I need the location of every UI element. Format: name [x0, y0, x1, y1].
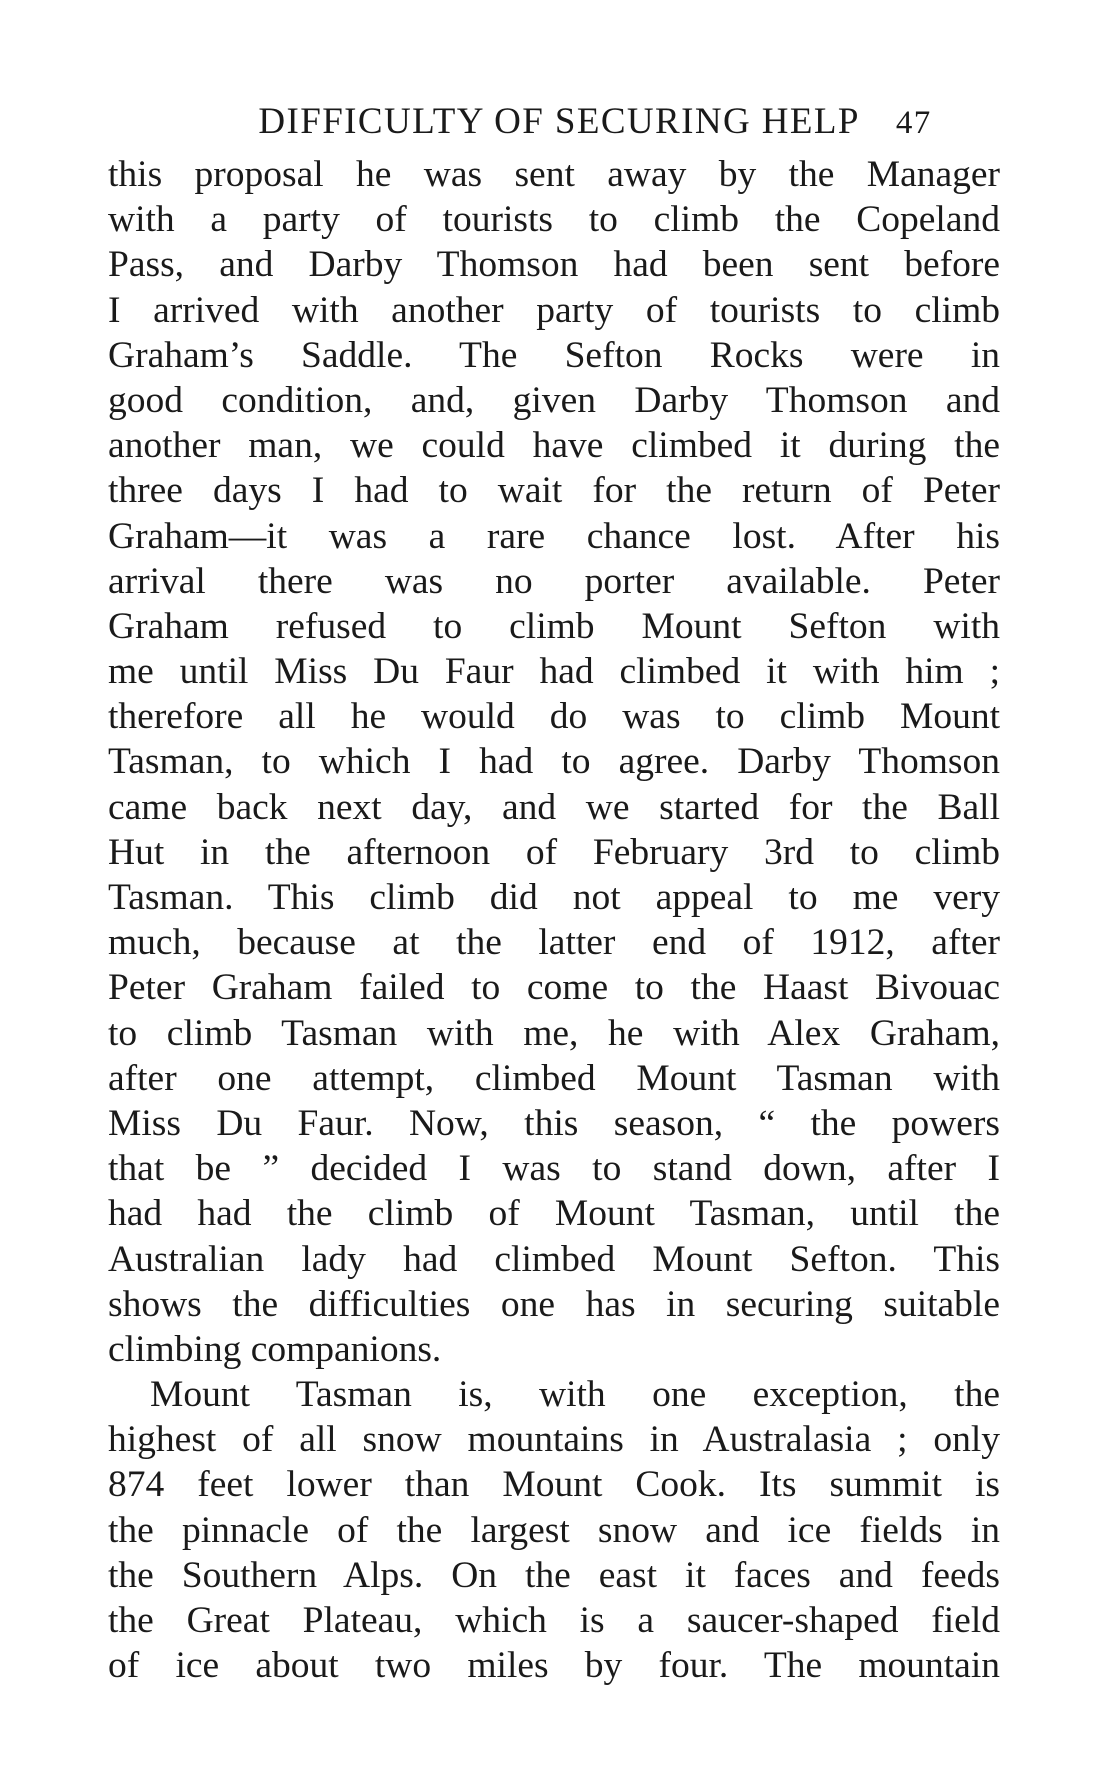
text-line: arrival there was no porter available. Peter: [108, 560, 1000, 602]
book-page: [108, 100, 1000, 1688]
text-line: Tasman, to which I had to agree. Darby Thomson: [108, 741, 1000, 783]
page-number: 47: [895, 105, 932, 141]
text-line: the Great Plateau, which is a saucer-shaped field: [108, 1600, 1000, 1641]
paragraph-start-line: Mount Tasman is, with one exception, the: [150, 1374, 1000, 1416]
text-line: Peter Graham failed to come to the Haast Bivouac: [108, 967, 1000, 1009]
text-line: three days I had to wait for the return of Peter: [108, 470, 1000, 512]
text-line: I arrived with another party of tourists to climb: [108, 289, 1000, 331]
text-line: that be ” decided I was to stand down, after I: [108, 1148, 1000, 1190]
text-line: Australian lady had climbed Mount Sefton. This: [108, 1238, 1000, 1280]
text-line: good condition, and, given Darby Thomson and: [108, 379, 1000, 421]
text-line: the pinnacle of the largest snow and ice fields in: [108, 1509, 1000, 1551]
paragraph-end-line: climbing companions.: [108, 1328, 442, 1370]
text-line: Graham refused to climb Mount Sefton with: [108, 605, 1000, 647]
body-text: [108, 152, 1000, 1688]
text-line: after one attempt, climbed Mount Tasman with: [108, 1057, 1000, 1099]
text-line: Hut in the afternoon of February 3rd to climb: [108, 831, 1000, 873]
chapter-running-title: DIFFICULTY OF SECURING HELP: [258, 101, 860, 142]
text-line: therefore all he would do was to climb Mount: [108, 696, 1000, 738]
text-line: shows the difficulties one has in securing suitable: [108, 1283, 1000, 1325]
text-line: came back next day, and we started for the Ball: [108, 786, 1000, 828]
text-line: Pass, and Darby Thomson had been sent before: [108, 244, 1000, 286]
text-line: to climb Tasman with me, he with Alex Graham,: [108, 1012, 1000, 1054]
text-line: of ice about two miles by four. The mountain: [108, 1645, 1000, 1687]
text-line: me until Miss Du Faur had climbed it with him ;: [108, 651, 1000, 693]
text-line: the Southern Alps. On the east it faces and feeds: [108, 1554, 1000, 1596]
text-line: had had the climb of Mount Tasman, until the: [108, 1193, 1000, 1235]
text-line: Miss Du Faur. Now, this season, “ the powers: [108, 1102, 1000, 1144]
text-line: with a party of tourists to climb the Copeland: [108, 199, 1000, 241]
running-head: [108, 100, 1000, 152]
text-line: much, because at the latter end of 1912, after: [108, 922, 1000, 964]
text-line: 874 feet lower than Mount Cook. Its summit is: [108, 1464, 1000, 1506]
text-line: this proposal he was sent away by the Manager: [108, 154, 1000, 195]
text-line: Graham’s Saddle. The Sefton Rocks were in: [108, 334, 1000, 376]
text-line: another man, we could have climbed it during the: [108, 425, 1000, 467]
text-line: highest of all snow mountains in Australasia ; only: [108, 1419, 1000, 1461]
text-line: Tasman. This climb did not appeal to me very: [108, 877, 1000, 918]
text-line: Graham—it was a rare chance lost. After his: [108, 515, 1000, 557]
